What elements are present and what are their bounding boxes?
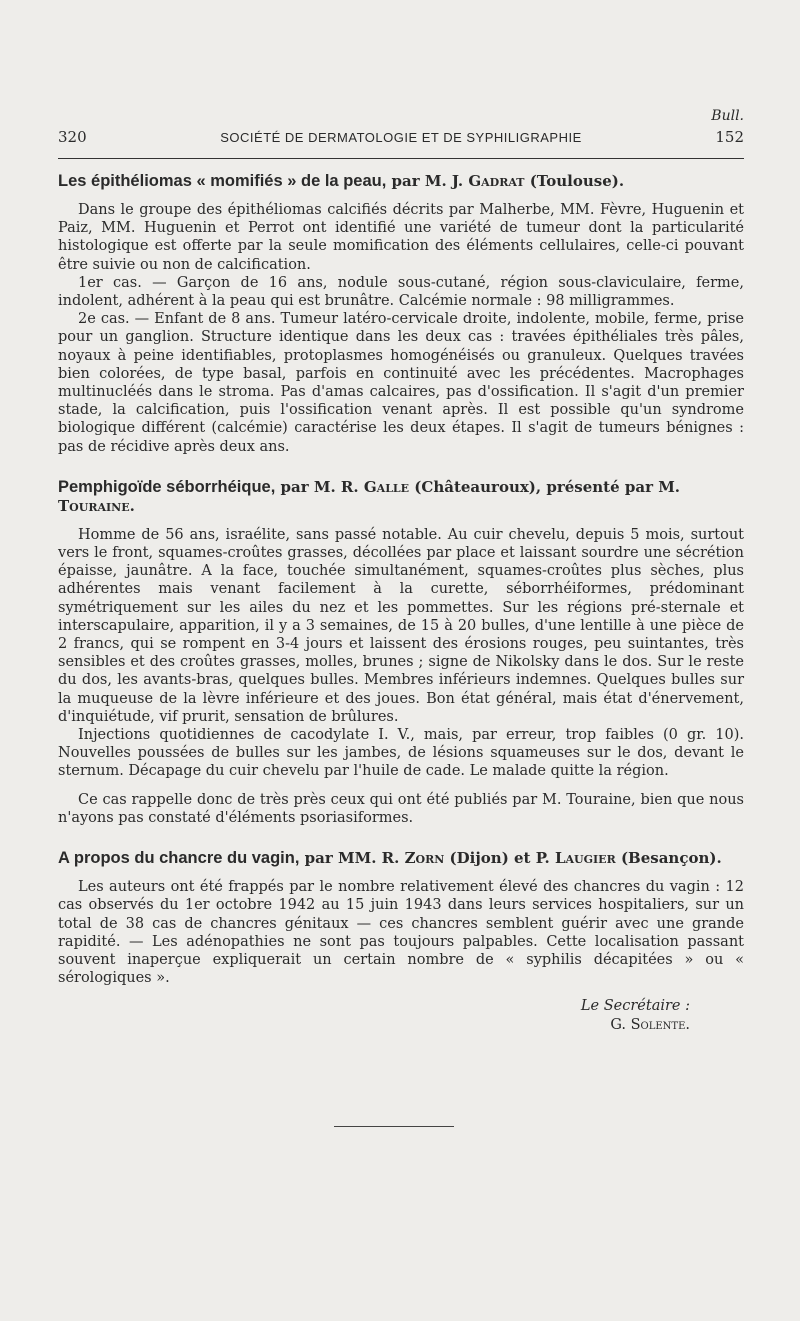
author-name: Galle bbox=[363, 477, 410, 496]
running-header bbox=[58, 128, 744, 150]
article-title: A propos du chancre du vagin, bbox=[58, 849, 300, 868]
paragraph: Injections quotidiennes de cacodylate I. V., mais, par erreur, trop faibles (0 gr. 10). Nouvelles poussées de bulles sur les jambes, de lésions squameuses sur le dos, devant le sternum. Décapage du cuir chevelu par l'huile de cade. Le malade quitte la région. bbox=[58, 727, 744, 780]
article-heading bbox=[58, 172, 744, 191]
presenter-name: Touraine. bbox=[58, 496, 135, 515]
page-content bbox=[58, 172, 744, 1034]
author-name: Zorn bbox=[404, 849, 445, 868]
paragraph: Dans le groupe des épithéliomas calcifiés décrits par Malherbe, MM. Fèvre, Huguenin et Paiz, MM. Huguenin et Perrot ont identifié une variété de tumeur dont la particularité histologique est offerte par la seule momification des éléments cellulaires, celle-ci pouvant être suivie ou non de calcification. bbox=[58, 202, 744, 273]
author-name: Laugier bbox=[554, 849, 616, 868]
byline-prefix: par MM. R. bbox=[304, 849, 400, 868]
byline-mid: (Dijon) et P. bbox=[449, 849, 550, 868]
end-rule bbox=[334, 1126, 454, 1127]
header-rule bbox=[58, 158, 744, 159]
byline-suffix: (Besançon). bbox=[620, 849, 722, 868]
signature-role: Le Secrétaire : bbox=[580, 998, 690, 1015]
article bbox=[58, 478, 744, 827]
byline-prefix: par M. J. bbox=[391, 172, 464, 190]
author-name: Gadrat bbox=[468, 172, 525, 190]
journal-title: SOCIÉTÉ DE DERMATOLOGIE ET DE SYPHILIGRAPHIE bbox=[220, 130, 582, 145]
paragraph: 1er cas. — Garçon de 16 ans, nodule sous-cutané, région sous-claviculaire, ferme, indolent, adhérent à la peau qui est brunâtre. Calcémie normale : 98 milligrammes. bbox=[58, 274, 744, 310]
article-title: Pemphigoïde séborrhéique, bbox=[58, 477, 276, 496]
article-heading bbox=[58, 849, 744, 868]
paragraph: Homme de 56 ans, israélite, sans passé notable. Au cuir chevelu, depuis 5 mois, surtout vers le front, squames-croûtes grasses, décollées par place et laissant sourdre une sécrétion épaisse, jaunâtre. A la face, touchée simultanément, squames-croûtes plus sèches, plus adhérentes mais venant facilement à la curette, séborrhéiformes, prédominant symétriquement sur les ailes du nez et les pommettes. Sur les régions pré-sternale et interscapulaire, apparition, il y a 3 semaines, de 15 à 20 bulles, d'une lentille à une pièce de 2 francs, qui se rompent en 3-4 jours et laissent des érosions rouges, peu suintantes, très sensibles et des croûtes grasses, molles, brunes ; signe de Nikolsky dans le dos. Sur le reste du dos, les avants-bras, quelques bulles. Membres inférieurs indemnes. Quelques bulles sur la muqueuse de la lèvre inférieure et des joues. Bon état général, mais état d'énervement, d'inquiétude, vif prurit, sensation de brûlures. bbox=[58, 526, 744, 725]
byline-prefix: par M. R. bbox=[280, 477, 359, 496]
article bbox=[58, 172, 744, 456]
article bbox=[58, 849, 744, 1034]
paragraph: 2e cas. — Enfant de 8 ans. Tumeur latéro-cervicale droite, indolente, mobile, ferme, prise pour un ganglion. Structure identique dans les deux cas : travées épithéliales très pâles, noyaux à peine identifiables, protoplasmes homogénéisés ou granuleux. Quelques travées bien colorées, de type basal, parfois en continuité avec les précédentes. Macrophages multinucléés dans le stroma. Pas d'amas calcaires, pas d'ossification. Il s'agit d'un premier stade, la calcification, puis l'ossification venant après. Il est possible qu'un syndrome biologique différent (calcémie) caractérise les deux étapes. Il s'agit de tumeurs bénignes : pas de récidive après deux ans. bbox=[58, 311, 744, 455]
paragraph: Les auteurs ont été frappés par le nombre relativement élevé des chancres du vagin : 12 cas observés du 1er octobre 1942 au 15 juin 1943 dans leurs services hospitaliers, sur un total de 38 cas de chancres génitaux — ces chancres semblent guérir avec une grande rapidité. — Les adénopathies ne sont pas toujours palpables. Cette localisation passant souvent inaperçue expliquerait un certain nombre de « syphilis décapitées » ou « sérologiques ». bbox=[58, 879, 744, 987]
signature-name: G. Solente. bbox=[610, 1016, 690, 1033]
byline-suffix: (Châteauroux), présenté par M. bbox=[414, 477, 681, 496]
article-heading bbox=[58, 478, 744, 516]
page-number: 320 bbox=[58, 128, 87, 146]
paragraph: Ce cas rappelle donc de très près ceux qui ont été publiés par M. Touraine, bien que nous n'ayons pas constaté d'éléments psoriasiformes. bbox=[58, 791, 744, 826]
article-title: Les épithéliomas « momifiés » de la peau, bbox=[58, 172, 387, 190]
byline-suffix: (Toulouse). bbox=[529, 172, 625, 190]
bull-reference: Bull. bbox=[711, 108, 744, 124]
bulletin-number: 152 bbox=[715, 128, 744, 146]
